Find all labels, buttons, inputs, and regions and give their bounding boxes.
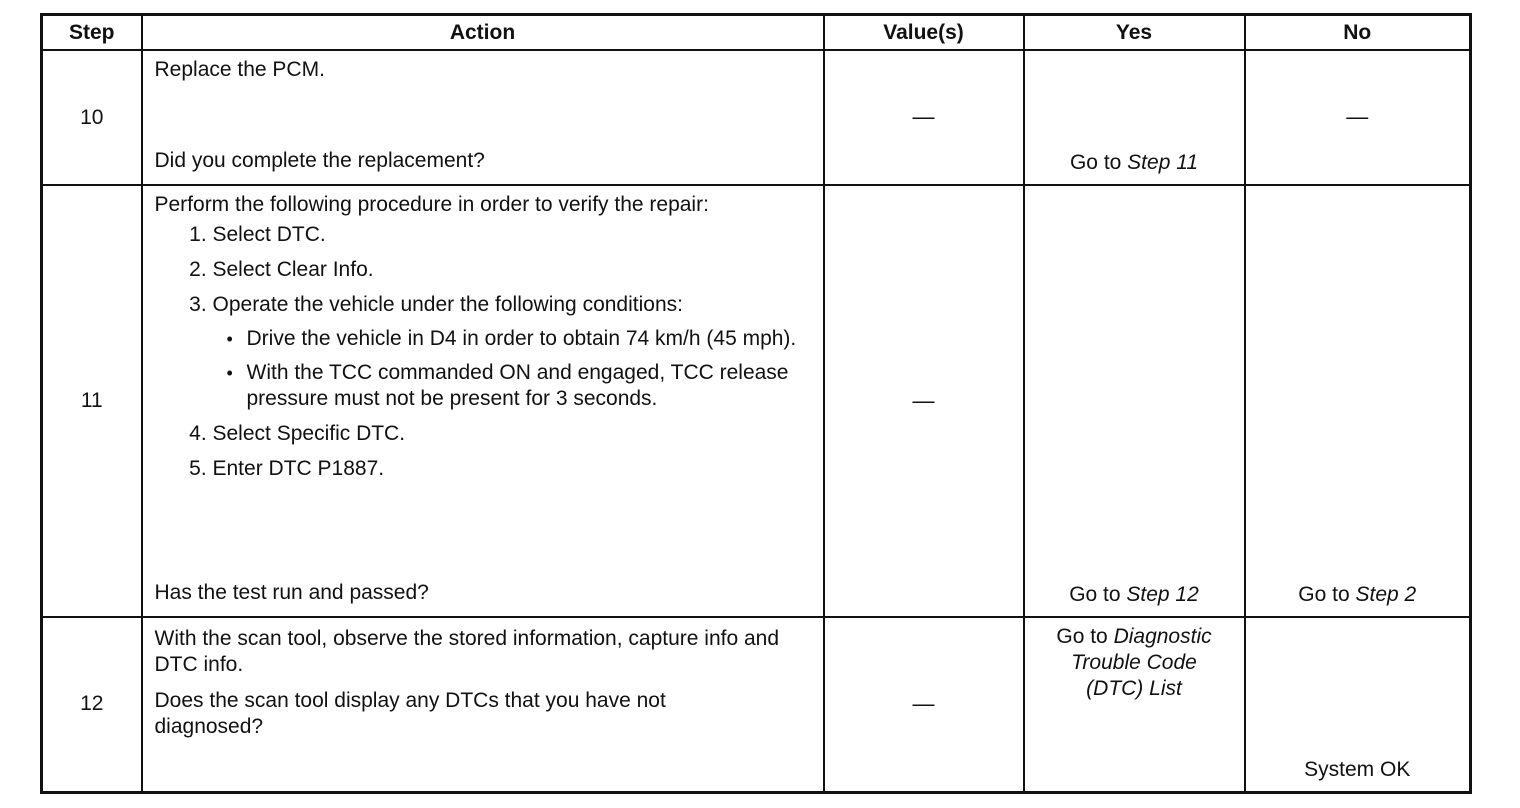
- header-step: Step: [42, 15, 142, 51]
- goto-step-link[interactable]: Step 2: [1355, 583, 1417, 606]
- conditions-list: [213, 326, 813, 412]
- value-cell: [824, 617, 1024, 792]
- goto-prefix: Go to: [1056, 625, 1114, 648]
- yes-goto: [1025, 582, 1244, 608]
- goto-dtc-list-link[interactable]: Diagnostic Trouble Code (DTC) List: [1071, 625, 1212, 700]
- action-cell: [142, 617, 824, 792]
- goto-prefix: Go to: [1069, 583, 1127, 606]
- goto-step-link[interactable]: Step 12: [1126, 583, 1199, 606]
- condition-item: • With the TCC commanded ON and engaged, TCC release pressure must not be present for 3 seconds.: [247, 360, 813, 412]
- header-action: Action: [142, 15, 824, 51]
- header-yes: Yes: [1024, 15, 1245, 51]
- action-cell: [142, 50, 824, 185]
- action-text: With the scan tool, observe the stored information, capture info and DTC info.: [154, 627, 780, 676]
- yes-goto: [1041, 624, 1228, 702]
- header-row: [42, 15, 1471, 51]
- value-dash: —: [912, 104, 935, 129]
- table-row-step-12: [42, 617, 1471, 792]
- value-cell: [824, 50, 1024, 185]
- step-number: 11: [42, 185, 142, 617]
- goto-prefix: Go to: [1298, 583, 1356, 606]
- procedure-step: 2. Select Clear Info.: [213, 257, 813, 283]
- procedure-step: 4. Select Specific DTC.: [213, 421, 813, 447]
- yes-cell: [1024, 50, 1245, 185]
- action-cell: [142, 185, 824, 617]
- action-intro: Perform the following procedure in order to verify the repair:: [154, 193, 709, 216]
- procedure-step: [213, 292, 813, 412]
- procedure-step: 5. Enter DTC P1887.: [213, 456, 813, 482]
- step-number: 10: [42, 50, 142, 185]
- table-row-step-11: [42, 185, 1471, 617]
- condition-item: • Drive the vehicle in D4 in order to obtain 74 km/h (45 mph).: [247, 326, 813, 352]
- procedure-step-text: Operate the vehicle under the following conditions:: [212, 293, 683, 316]
- goto-step-link[interactable]: Step 11: [1127, 151, 1199, 174]
- table-row-step-10: [42, 50, 1471, 185]
- action-question: Has the test run and passed?: [154, 581, 429, 604]
- diagnostic-table: [40, 13, 1472, 794]
- value-cell: [824, 185, 1024, 617]
- goto-prefix: Go to: [1069, 151, 1128, 174]
- yes-goto: [1025, 150, 1244, 176]
- action-text: Replace the PCM.: [154, 58, 325, 81]
- no-cell: [1245, 50, 1471, 185]
- value-dash: —: [912, 690, 935, 716]
- header-no: No: [1245, 15, 1471, 51]
- system-ok-text: System OK: [1304, 758, 1411, 781]
- no-cell: [1245, 185, 1471, 617]
- procedure-list: [155, 222, 813, 482]
- action-question: Did you complete the replacement?: [154, 149, 485, 172]
- yes-cell: [1024, 185, 1245, 617]
- no-goto: [1246, 582, 1470, 608]
- yes-cell: [1024, 617, 1245, 792]
- no-cell: [1245, 617, 1471, 792]
- header-values: Value(s): [824, 15, 1024, 51]
- no-dash: —: [1346, 104, 1369, 129]
- procedure-step: 1. Select DTC.: [213, 222, 813, 248]
- action-question: Does the scan tool display any DTCs that you have not diagnosed?: [154, 689, 666, 738]
- step-number: 12: [42, 617, 142, 792]
- value-dash: —: [912, 387, 935, 413]
